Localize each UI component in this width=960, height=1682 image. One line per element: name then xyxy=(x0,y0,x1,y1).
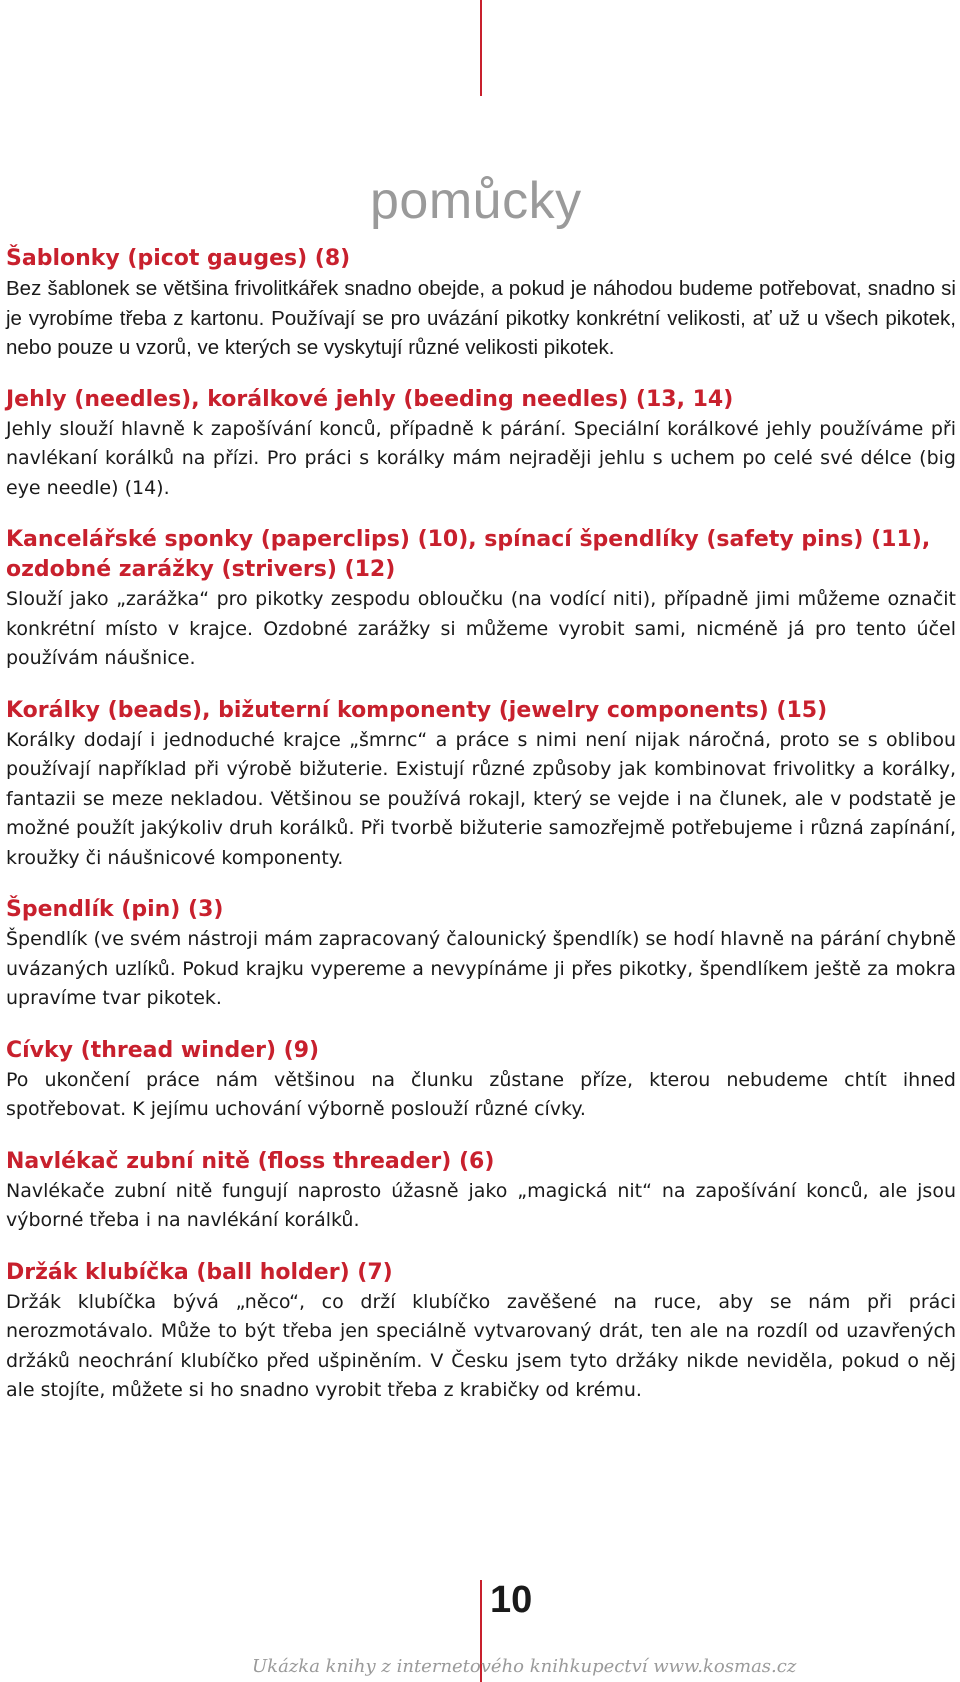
section-ball-holder xyxy=(6,1258,956,1406)
section-body: Po ukončení práce nám většinou na člunku zůstane příze, kterou nebudeme chtít ihned spotřebovat. K jejímu uchování výborně poslouží různé cívky. xyxy=(6,1068,956,1120)
section-body: Držák klubíčka bývá „něco“, co drží klubíčko zavěšené na ruce, aby se nám při práci nerozmotávalo. Může to být třeba jen speciálně vytvarovaný drát, ten ale na rozdíl od uzavřených držáků neochrání klubíčko před ušpiněním. V Česku jsem tyto držáky nikde neviděla, pokud o něj ale stojíte, můžete si ho snadno vyrobit třeba z krabičky od krému. xyxy=(6,1290,956,1401)
section-body: Jehly slouží hlavně k zapošívání konců, případně k párání. Speciální korálkové jehly používáme při navlékaní korálků na přízi. Pro práci s korálky mám nejraději jehlu s uchem po celé své délce (big eye needle) (14). xyxy=(6,417,956,499)
section-heading: Jehly (needles), korálkové jehly (beeding needles) (13, 14) xyxy=(6,386,734,412)
section-body: Navlékače zubní nitě fungují naprosto úžasně jako „magická nit“ na zapošívání konců, ale jsou výborné třeba i na navlékání korálků. xyxy=(6,1179,956,1231)
section-heading: Špendlík (pin) (3) xyxy=(6,897,224,922)
page-number: 10 xyxy=(490,1579,533,1621)
section-needles xyxy=(6,385,956,504)
section-pin xyxy=(6,895,956,1014)
section-heading: Korálky (beads), bižuterní komponenty (jewelry components) (15) xyxy=(6,697,828,723)
main-content xyxy=(6,244,956,1428)
section-heading: Šablonky (picot gauges) (8) xyxy=(6,246,351,271)
section-body: Slouží jako „zarážka“ pro pikotky zespodu obloučku (na vodící niti), případně jimi můžeme označit konkrétní místo v krajce. Ozdobné zarážky si můžeme vyrobit sami, nicméně já pro tento účel používám náušnice. xyxy=(6,588,956,669)
section-heading: Navlékač zubní nitě (floss threader) (6) xyxy=(6,1148,495,1174)
section-paperclips-pins-strivers xyxy=(6,525,956,674)
section-body: Korálky dodají i jednoduché krajce „šmrnc“ a práce s nimi není nijak náročná, proto se s oblibou používají například při výrobě bižuterie. Existují různé způsoby jak kombinovat frivolitky a korálky, fantazii se meze nekladou. Většinou se používá rokajl, který se vejde i na člunek, ale v podstatě je možné použít jakýkoliv druh korálků. Při tvorbě bižuterie samozřejmě potřebujeme i různá zapínání, kroužky či náušnicové komponenty. xyxy=(6,728,956,869)
section-heading: Kancelářské sponky (paperclips) (10), spínací špendlíky (safety pins) (11), ozdobné zarážky (strivers) (12) xyxy=(6,527,931,582)
section-floss-threader xyxy=(6,1147,956,1236)
section-body: Špendlík (ve svém nástroji mám zapracovaný čalounický špendlík) se hodí hlavně na párání chybně uvázaných uzlíků. Pokud krajku vypereme a nevypínáme ji přes pikotky, špendlíkem ještě za mokra upravíme tvar pikotek. xyxy=(6,928,956,1009)
section-beads xyxy=(6,696,956,874)
page-title: pomůcky xyxy=(370,171,582,230)
section-heading: Držák klubíčka (ball holder) (7) xyxy=(6,1259,393,1285)
footer-watermark-text: Ukázka knihy z internetového knihkupectví www.kosmas.cz xyxy=(252,1656,797,1677)
section-picot-gauges xyxy=(6,244,956,363)
section-body: Bez šablonek se většina frivolitkářek snadno obejde, a pokud je náhodou budeme potřebovat, snadno si je vyrobíme třeba z kartonu. Používají se pro uvázání pikotky konkrétní velikosti, ať už u všech pikotek, nebo pouze u vzorů, ve kterých se vyskytují různé velikosti pikotek. xyxy=(6,277,956,359)
top-divider-line xyxy=(480,0,482,96)
section-thread-winder xyxy=(6,1036,956,1125)
section-heading: Cívky (thread winder) (9) xyxy=(6,1037,320,1063)
